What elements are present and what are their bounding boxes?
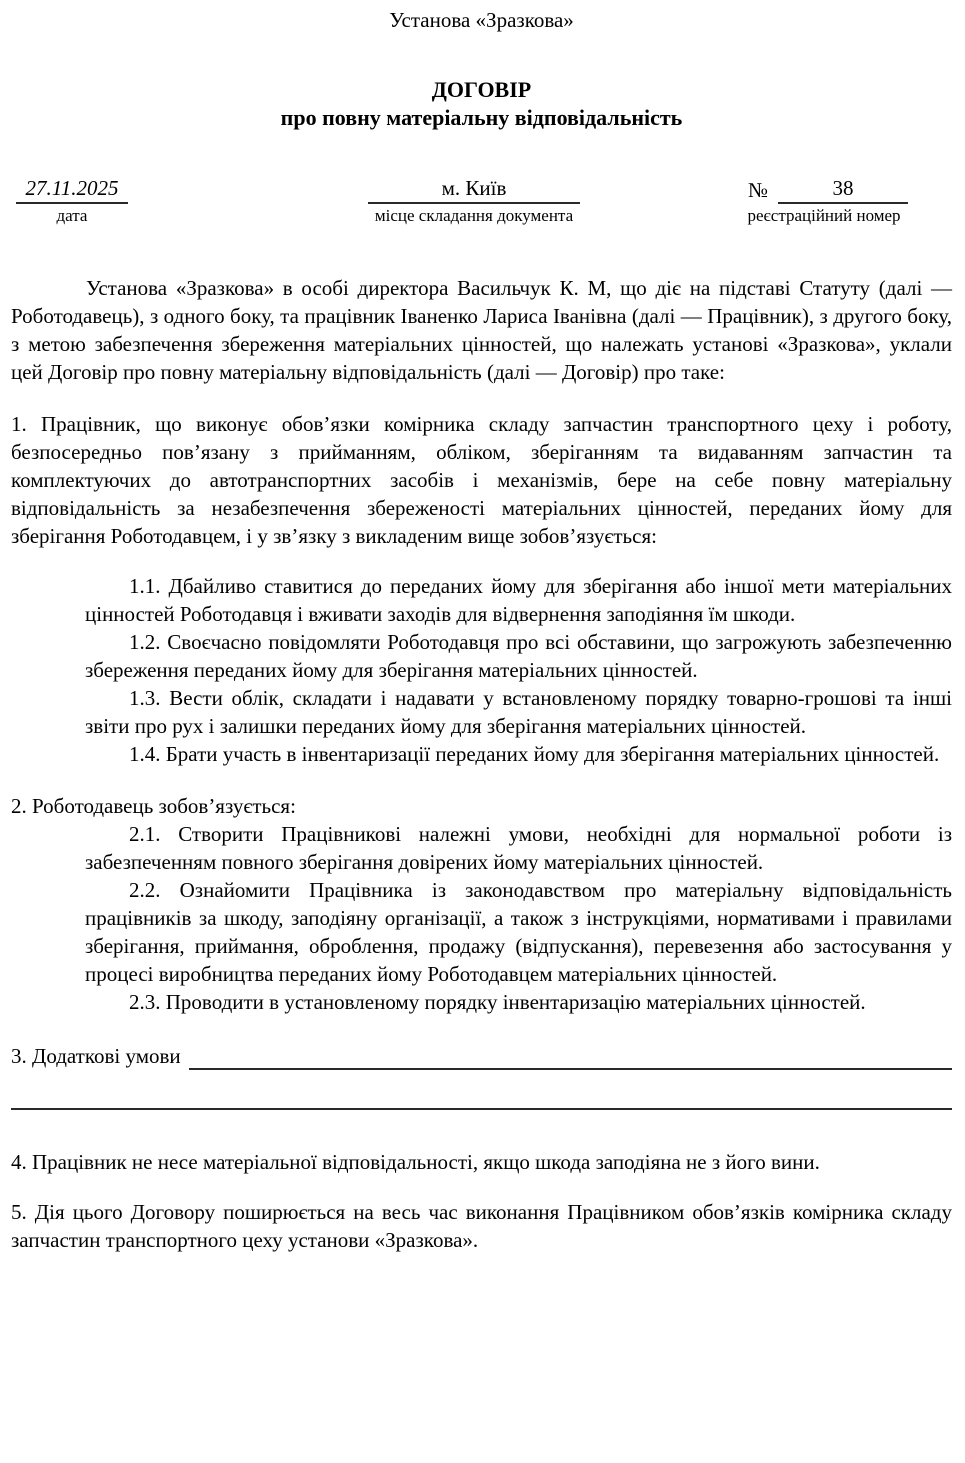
blank-line-icon: [189, 1046, 952, 1070]
document-subtitle: про повну матеріальну відповідальність: [280, 105, 683, 130]
place-field: м. Київ: [368, 174, 580, 204]
clause-1-1: 1.1. Дбайливо ставитися до переданих йому для зберігання або іншої мети матеріальних цінностей Роботодавця і вживати заходів для відвернення заподіяння їм шкоди.: [85, 574, 952, 626]
number-row: [740, 174, 908, 204]
intro-paragraph: Установа «Зразкова» в особі директора Васильчук К. М, що діє на підставі Статуту (далі — Роботодавець), з одного боку, та працівник Іваненко Лариса Іванівна (далі — Працівник), з другого боку, з метою забезпечення збереження матеріальних цінностей, що належать установі «Зразкова», уклали цей Договір про повну матеріальну відповідальність (далі — Договір) про таке:: [11, 276, 952, 384]
clause-3: [11, 1042, 952, 1070]
place-label: місце складання документа: [374, 206, 574, 225]
document-title: ДОГОВІР: [431, 77, 532, 102]
clause-4: 4. Працівник не несе матеріальної відповідальності, якщо шкода заподіяна не з його вини.: [11, 1150, 820, 1174]
clause-1-4: 1.4. Брати участь в інвентаризації переданих йому для зберігання матеріальних цінностей.: [129, 742, 940, 766]
institution-name: Установа «Зразкова»: [389, 8, 574, 32]
number-label: реєстраційний номер: [747, 206, 901, 225]
number-field: 38: [778, 174, 908, 204]
place-block: [368, 174, 580, 226]
clause-2-1: 2.1. Створити Працівникові належні умови, необхідні для нормальної роботи із забезпеченням повного зберігання довірених йому матеріальних цінностей.: [85, 822, 952, 874]
date-label: дата: [56, 206, 88, 225]
clause-1: 1. Працівник, що виконує обов’язки комірника складу запчастин транспортного цеху і роботу, безпосередньо пов’язану з прийманням, обліком, зберіганням та видаванням запчастин та комплектуючих до автотранспортних засобів і механізмів, бере на себе повну матеріальну відповідальність за незабезпечення збереженості матеріальних цінностей, переданих йому для зберігання Роботодавцем, і у зв’язку з викладеним вище зобов’язується:: [11, 412, 952, 548]
clause-2-3: 2.3. Проводити в установленому порядку інвентаризацію матеріальних цінностей.: [129, 990, 866, 1014]
clause-2: 2. Роботодавець зобов’язується:: [11, 794, 296, 818]
number-sign: №: [748, 178, 769, 202]
clause-1-3: 1.3. Вести облік, складати і надавати у встановленому порядку товарно-грошові та інші звіти про рух і залишки переданих йому для зберігання матеріальних цінностей.: [85, 686, 952, 738]
clause-1-2: 1.2. Своєчасно повідомляти Роботодавця про всі обставини, що загрожують забезпеченню збереження переданих йому для зберігання матеріальних цінностей.: [85, 630, 952, 682]
clause-3-label: 3. Додаткові умови: [11, 1044, 181, 1068]
date-field: 27.11.2025: [16, 174, 128, 204]
meta-row: [11, 174, 952, 226]
blank-line-2-icon: [11, 1082, 952, 1110]
number-block: [740, 174, 908, 226]
date-block: [16, 174, 128, 226]
clause-2-2: 2.2. Ознайомити Працівника із законодавством про матеріальну відповідальність працівників за шкоду, заподіяну організації, а також з інструкціями, нормативами і правилами зберігання, приймання, оброблення, продажу (відпускання), перевезення або застосування у процесі виробництва переданих йому Роботодавцем матеріальних цінностей.: [85, 878, 952, 986]
clause-5: 5. Дія цього Договору поширюється на весь час виконання Працівником обов’язків комірника складу запчастин транспортного цеху установи «Зразкова».: [11, 1200, 952, 1252]
